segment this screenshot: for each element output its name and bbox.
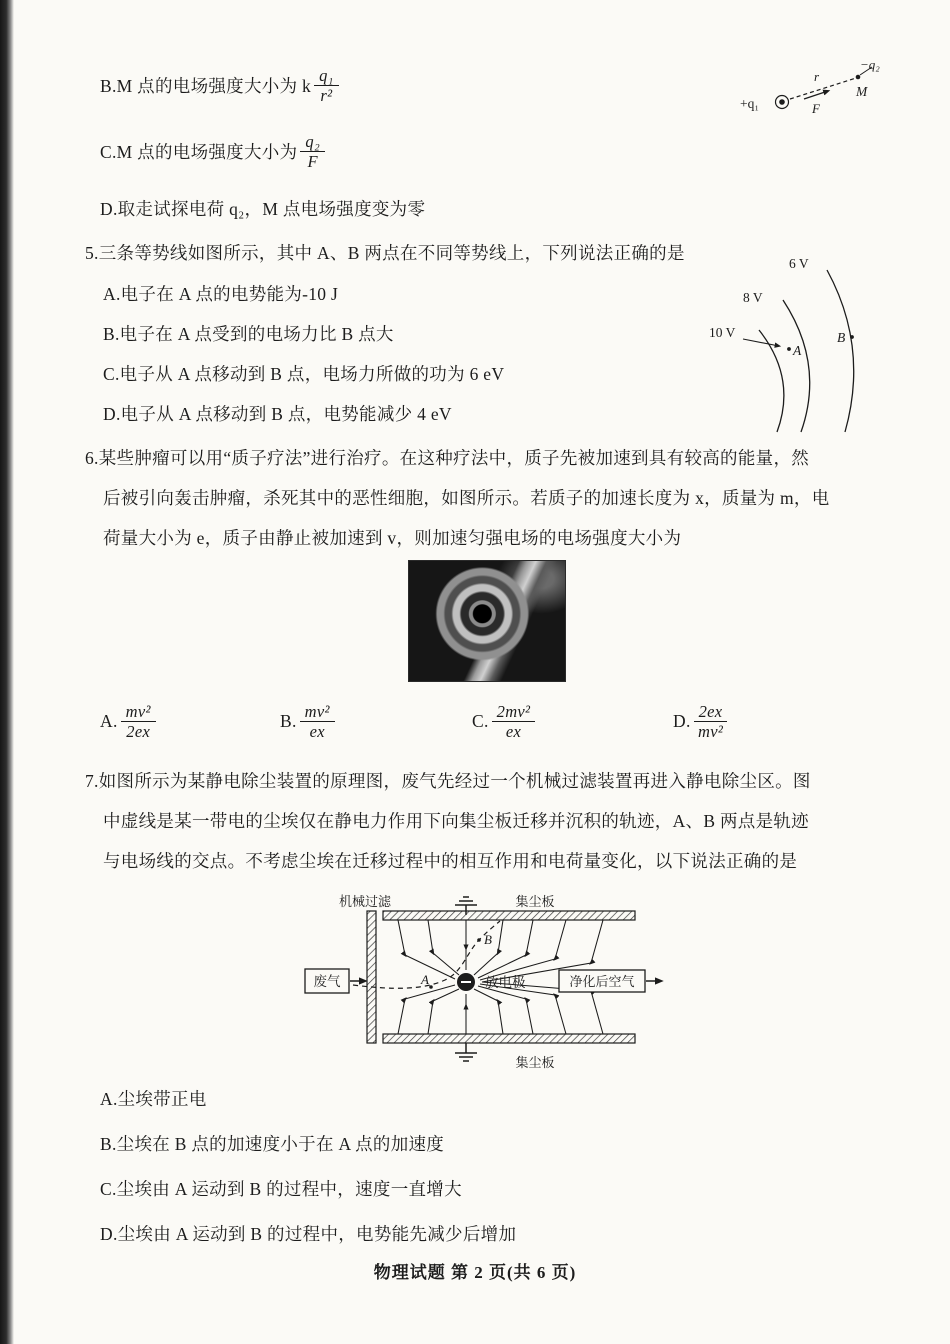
equipotential-line-6v bbox=[827, 270, 854, 432]
scan-edge-artifact bbox=[0, 0, 14, 1344]
q4-option-c-text: C.M 点的电场强度大小为 bbox=[100, 142, 298, 163]
q5-equipotential-figure bbox=[703, 252, 893, 437]
q7-stem-line-3: 与电场线的交点。不考虑尘埃在迁移过程中的相互作用和电荷量变化，以下说法正确的是 bbox=[103, 851, 798, 871]
q6-stem-line-3: 荷量大小为 e，质子由静止被加速到 v，则加速匀强电场的电场强度大小为 bbox=[103, 528, 682, 548]
point-a-dot bbox=[787, 347, 791, 351]
mechanical-filter-bar bbox=[367, 911, 376, 1043]
fraction-numerator: 2ex bbox=[694, 703, 728, 722]
point-b-label: B bbox=[484, 932, 492, 947]
clean-air-label: 净化后空气 bbox=[569, 974, 635, 989]
fraction-denominator: ex bbox=[505, 722, 522, 742]
point-m-dot bbox=[856, 75, 861, 80]
q4-option-b bbox=[100, 67, 342, 105]
distance-r-label: r bbox=[814, 69, 820, 84]
collecting-plate-bottom bbox=[383, 1034, 635, 1043]
q4-option-b-text: B.M 点的电场强度大小为 k bbox=[100, 76, 312, 97]
option-label: D. bbox=[673, 711, 691, 732]
collecting-plate-bottom-label: 集尘板 bbox=[515, 1055, 555, 1070]
q6-stem-line-1: 6.某些肿瘤可以用“质子疗法”进行治疗。在这种疗法中，质子先被加速到具有较高的能量，然 bbox=[85, 448, 810, 468]
fraction-mv2-over-ex bbox=[300, 703, 335, 741]
mechanical-filter-label: 机械过滤 bbox=[338, 894, 392, 909]
q4-point-charge-figure bbox=[738, 56, 908, 120]
force-f-label: F bbox=[812, 101, 820, 116]
q7-option-c: C.尘埃由 A 运动到 B 的过程中，速度一直增大 bbox=[100, 1179, 462, 1199]
q5-option-b: B.电子在 A 点受到的电场力比 B 点大 bbox=[103, 324, 394, 344]
q7-precipitator-figure bbox=[303, 893, 668, 1078]
option-label: B. bbox=[280, 711, 297, 732]
fraction-denominator: 2ex bbox=[126, 722, 151, 742]
q5-option-a: A.电子在 A 点的电势能为-10 J bbox=[103, 284, 339, 304]
collecting-plate-top-label: 集尘板 bbox=[515, 894, 555, 909]
fraction-denominator: F bbox=[307, 152, 318, 172]
collecting-plate-top bbox=[383, 911, 635, 920]
q6-stem-line-2: 后被引向轰击肿瘤，杀死其中的恶性细胞，如图所示。若质子的加速长度为 x，质量为 m，电 bbox=[103, 488, 830, 508]
q7-option-a: A.尘埃带正电 bbox=[100, 1089, 207, 1109]
fraction-numerator: mv² bbox=[121, 703, 156, 722]
q6-option-d bbox=[673, 703, 730, 741]
fraction-numerator: 2mv² bbox=[492, 703, 536, 722]
q4-option-d: D.取走试探电荷 q₂，M 点电场强度变为零 bbox=[100, 199, 426, 219]
page-footer: 物理试题 第 2 页(共 6 页) bbox=[373, 1263, 577, 1282]
waste-gas-label: 废气 bbox=[313, 974, 341, 989]
point-a-label: A bbox=[421, 972, 429, 987]
pointer-arrow bbox=[743, 339, 779, 346]
label-10v: 10 V bbox=[709, 325, 736, 340]
q6-option-a bbox=[100, 703, 159, 741]
charge-q2-label: −q₂ bbox=[860, 57, 880, 72]
ground-symbol-bottom bbox=[455, 1043, 477, 1061]
charge-q1-label: +q₁ bbox=[740, 96, 760, 111]
equipotential-line-10v bbox=[759, 330, 784, 432]
dashed-separation-line bbox=[790, 78, 856, 99]
fraction-2mv2-over-ex bbox=[492, 703, 536, 741]
fraction-2ex-over-mv2 bbox=[694, 703, 728, 741]
q5-option-d: D.电子从 A 点移动到 B 点，电势能减少 4 eV bbox=[103, 404, 452, 424]
fraction-denominator: ex bbox=[309, 722, 325, 742]
fraction-mv2-over-2ex bbox=[121, 703, 156, 741]
option-label: C. bbox=[472, 711, 489, 732]
point-b-label: B bbox=[837, 330, 846, 345]
point-a-label: A bbox=[793, 343, 802, 358]
q5-option-c: C.电子从 A 点移动到 B 点，电场力所做的功为 6 eV bbox=[103, 364, 505, 384]
q6-option-c bbox=[472, 703, 538, 741]
q4-option-c bbox=[100, 133, 328, 171]
fraction-numerator: q₂ bbox=[300, 133, 325, 152]
point-b-dot bbox=[850, 335, 854, 339]
point-a-dot bbox=[429, 985, 433, 989]
point-m-label: M bbox=[856, 84, 868, 99]
q7-option-d: D.尘埃由 A 运动到 B 的过程中，电势能先减少后增加 bbox=[100, 1224, 517, 1244]
discharge-electrode-label: 放电极 bbox=[485, 975, 526, 990]
fraction-numerator: q₁ bbox=[314, 67, 339, 86]
fraction-numerator: mv² bbox=[300, 703, 335, 722]
label-8v: 8 V bbox=[743, 290, 763, 305]
q7-option-b: B.尘埃在 B 点的加速度小于在 A 点的加速度 bbox=[100, 1134, 445, 1154]
fraction-q1-over-r2 bbox=[314, 67, 339, 105]
q7-stem-line-2: 中虚线是某一带电的尘埃仅在静电力作用下向集尘板迁移并沉积的轨迹，A、B 两点是轨迹 bbox=[103, 811, 809, 831]
point-b-dot bbox=[477, 938, 481, 942]
q5-stem: 5.三条等势线如图所示，其中 A、B 两点在不同等势线上，下列说法正确的是 bbox=[85, 243, 685, 263]
option-label: A. bbox=[100, 711, 118, 732]
q6-option-b bbox=[280, 703, 338, 741]
equipotential-line-8v bbox=[783, 300, 810, 432]
fraction-denominator: mv² bbox=[697, 722, 724, 742]
force-arrow bbox=[804, 91, 828, 99]
fraction-denominator: r² bbox=[320, 86, 333, 106]
q7-stem-line-1: 7.如图所示为某静电除尘装置的原理图，废气先经过一个机械过滤装置再进入静电除尘区。图 bbox=[85, 771, 811, 791]
fraction-q2-over-f bbox=[300, 133, 325, 171]
charge-q1-icon bbox=[776, 96, 789, 109]
proton-therapy-photo bbox=[408, 560, 566, 682]
label-6v: 6 V bbox=[789, 256, 809, 271]
